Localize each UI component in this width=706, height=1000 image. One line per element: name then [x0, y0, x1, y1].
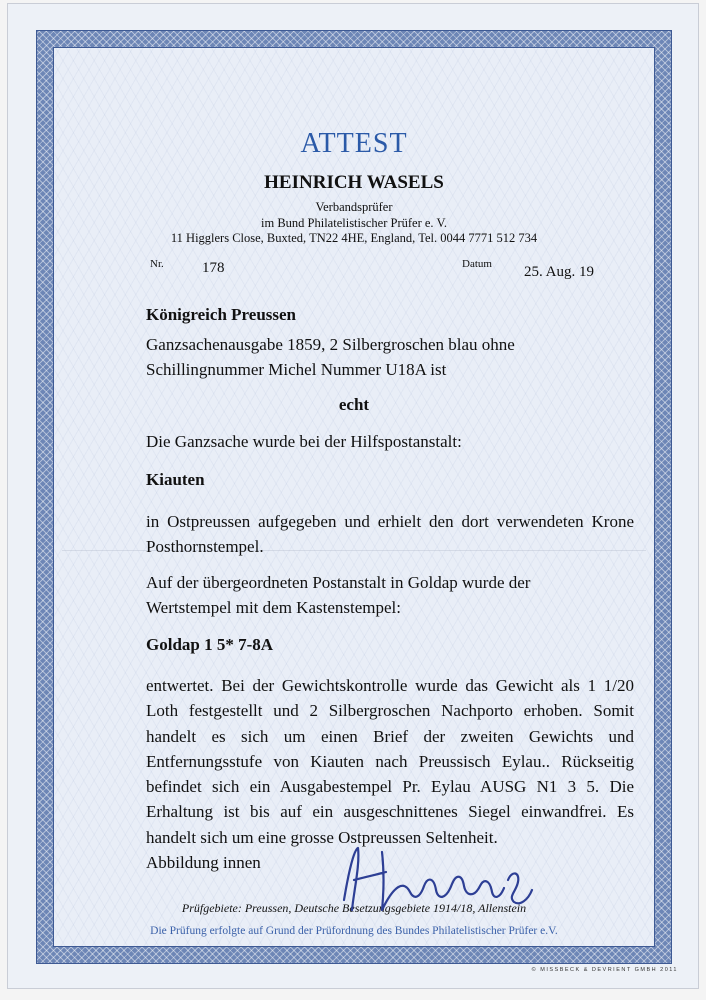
- description-line-2: Schillingnummer Michel Nummer U18A ist: [146, 360, 447, 379]
- postmark-paragraph: in Ostpreussen aufgegeben und erhielt den dort verwendeten Krone Posthornstempel.: [146, 512, 634, 557]
- guilloche-border: [36, 30, 672, 964]
- verdict: echt: [338, 395, 370, 414]
- signature: [324, 840, 544, 920]
- issuer-address: 11 Higglers Close, Buxted, TN22 4HE, England, Tel. 0044 7771 512 734: [170, 231, 538, 245]
- box-cancel-text: Goldap 1 5* 7-8A: [146, 635, 274, 654]
- date-label: Datum: [462, 258, 492, 270]
- printer-imprint: © MISSBECK & DEVRIENT GMBH 2011: [531, 967, 678, 973]
- description-line-1: Ganzsachenausgabe 1859, 2 Silbergroschen blau ohne: [146, 335, 515, 354]
- certificate-body: [53, 47, 655, 947]
- cancellation-line-2: Wertstempel mit dem Kastenstempel:: [146, 598, 401, 617]
- footer-rules: Die Prüfung erfolgte auf Grund der Prüfordnung des Bundes Philatelistischer Prüfer e.V.: [150, 925, 558, 937]
- certificate-title: ATTEST: [300, 128, 408, 159]
- number-label: Nr.: [150, 258, 164, 270]
- details-tail: Abbildung innen: [146, 853, 261, 873]
- postoffice-line: Die Ganzsache wurde bei der Hilfspostanstalt:: [146, 432, 462, 451]
- issuer-name: HEINRICH WASELS: [264, 172, 444, 193]
- cancellation-line-1: Auf der übergeordneten Postanstalt in Goldap wurde der: [146, 573, 531, 592]
- details-text: entwertet. Bei der Gewichtskontrolle wurde das Gewicht als 1 1/20 Loth festgestellt und 2 Silbergroschen Nachporto erhoben. Somit handelt es sich um einen Brief der zweiten Gewichts und Entfernungsstufe von Kiauten nach Preussisch Eylau.. Rückseitig befindet sich ein Ausgabestempel Pr. Eylau AUSG N1 3 5. Die Erhaltung ist bis auf ein ausgeschnittenes Siegel einwandfrei. Es handelt sich um eine grosse Ostpreussen Seltenheit.: [146, 676, 634, 847]
- issuer-association: im Bund Philatelistischer Prüfer e. V.: [261, 216, 447, 230]
- footer-expertise-areas: Prüfgebiete: Preussen, Deutsche Besetzungsgebiete 1914/18, Allenstein: [181, 901, 527, 915]
- certificate-sheet: [8, 4, 698, 988]
- number-value: 178: [202, 260, 225, 276]
- country-heading: Königreich Preussen: [146, 305, 297, 324]
- issuer-role: Verbandsprüfer: [315, 200, 393, 214]
- date-value: 25. Aug. 19: [524, 264, 595, 280]
- place-name: Kiauten: [146, 470, 205, 489]
